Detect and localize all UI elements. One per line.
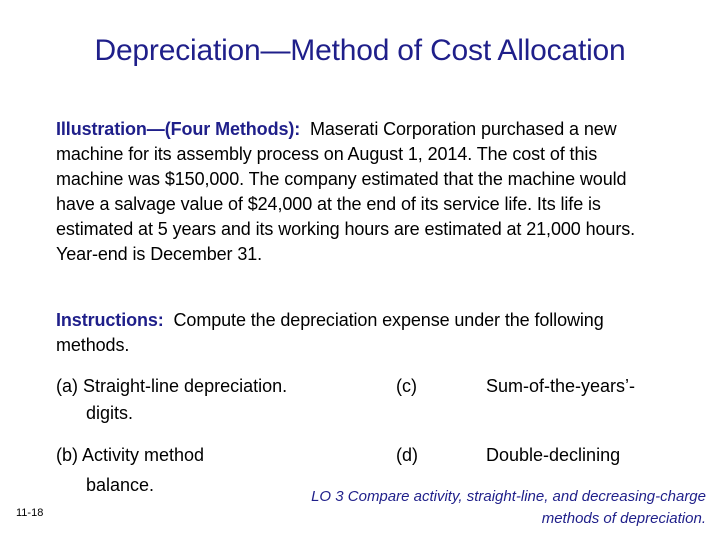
method-d-letter: (d)	[396, 445, 418, 465]
method-b: (b) Activity method	[56, 445, 205, 465]
method-a: (a) Straight-line depreciation.	[56, 376, 288, 396]
instructions-text: Compute the depreciation expense under the following methods.	[56, 310, 604, 355]
method-d-wrap: balance.	[86, 475, 155, 495]
learning-objective: LO 3 Compare activity, straight-line, and decreasing-charge methods of depreciation.	[311, 488, 706, 527]
instructions-paragraph	[56, 308, 666, 358]
page-number: 11-18	[16, 507, 44, 519]
instructions-label: Instructions:	[56, 310, 164, 330]
illustration-label: Illustration—(Four Methods):	[56, 119, 301, 139]
illustration-text: Maserati Corporation purchased a new machine for its assembly process on August 1, 2014. The cost of this machine was $150,000. The company estimated that the machine would have a salvage value of $24,000 at the end of its service life. Its life is estimated at 5 years and its working hours are estimated at 21,000 hours. Year-end is December 31.	[56, 119, 636, 264]
method-c-letter: (c)	[396, 376, 417, 396]
slide-title: Depreciation—Method of Cost Allocation	[94, 34, 626, 67]
method-c-text: Sum-of-the-years’-	[486, 376, 636, 396]
method-c-wrap: digits.	[86, 403, 134, 423]
method-d-text: Double-declining	[486, 445, 621, 465]
illustration-paragraph	[56, 117, 666, 267]
